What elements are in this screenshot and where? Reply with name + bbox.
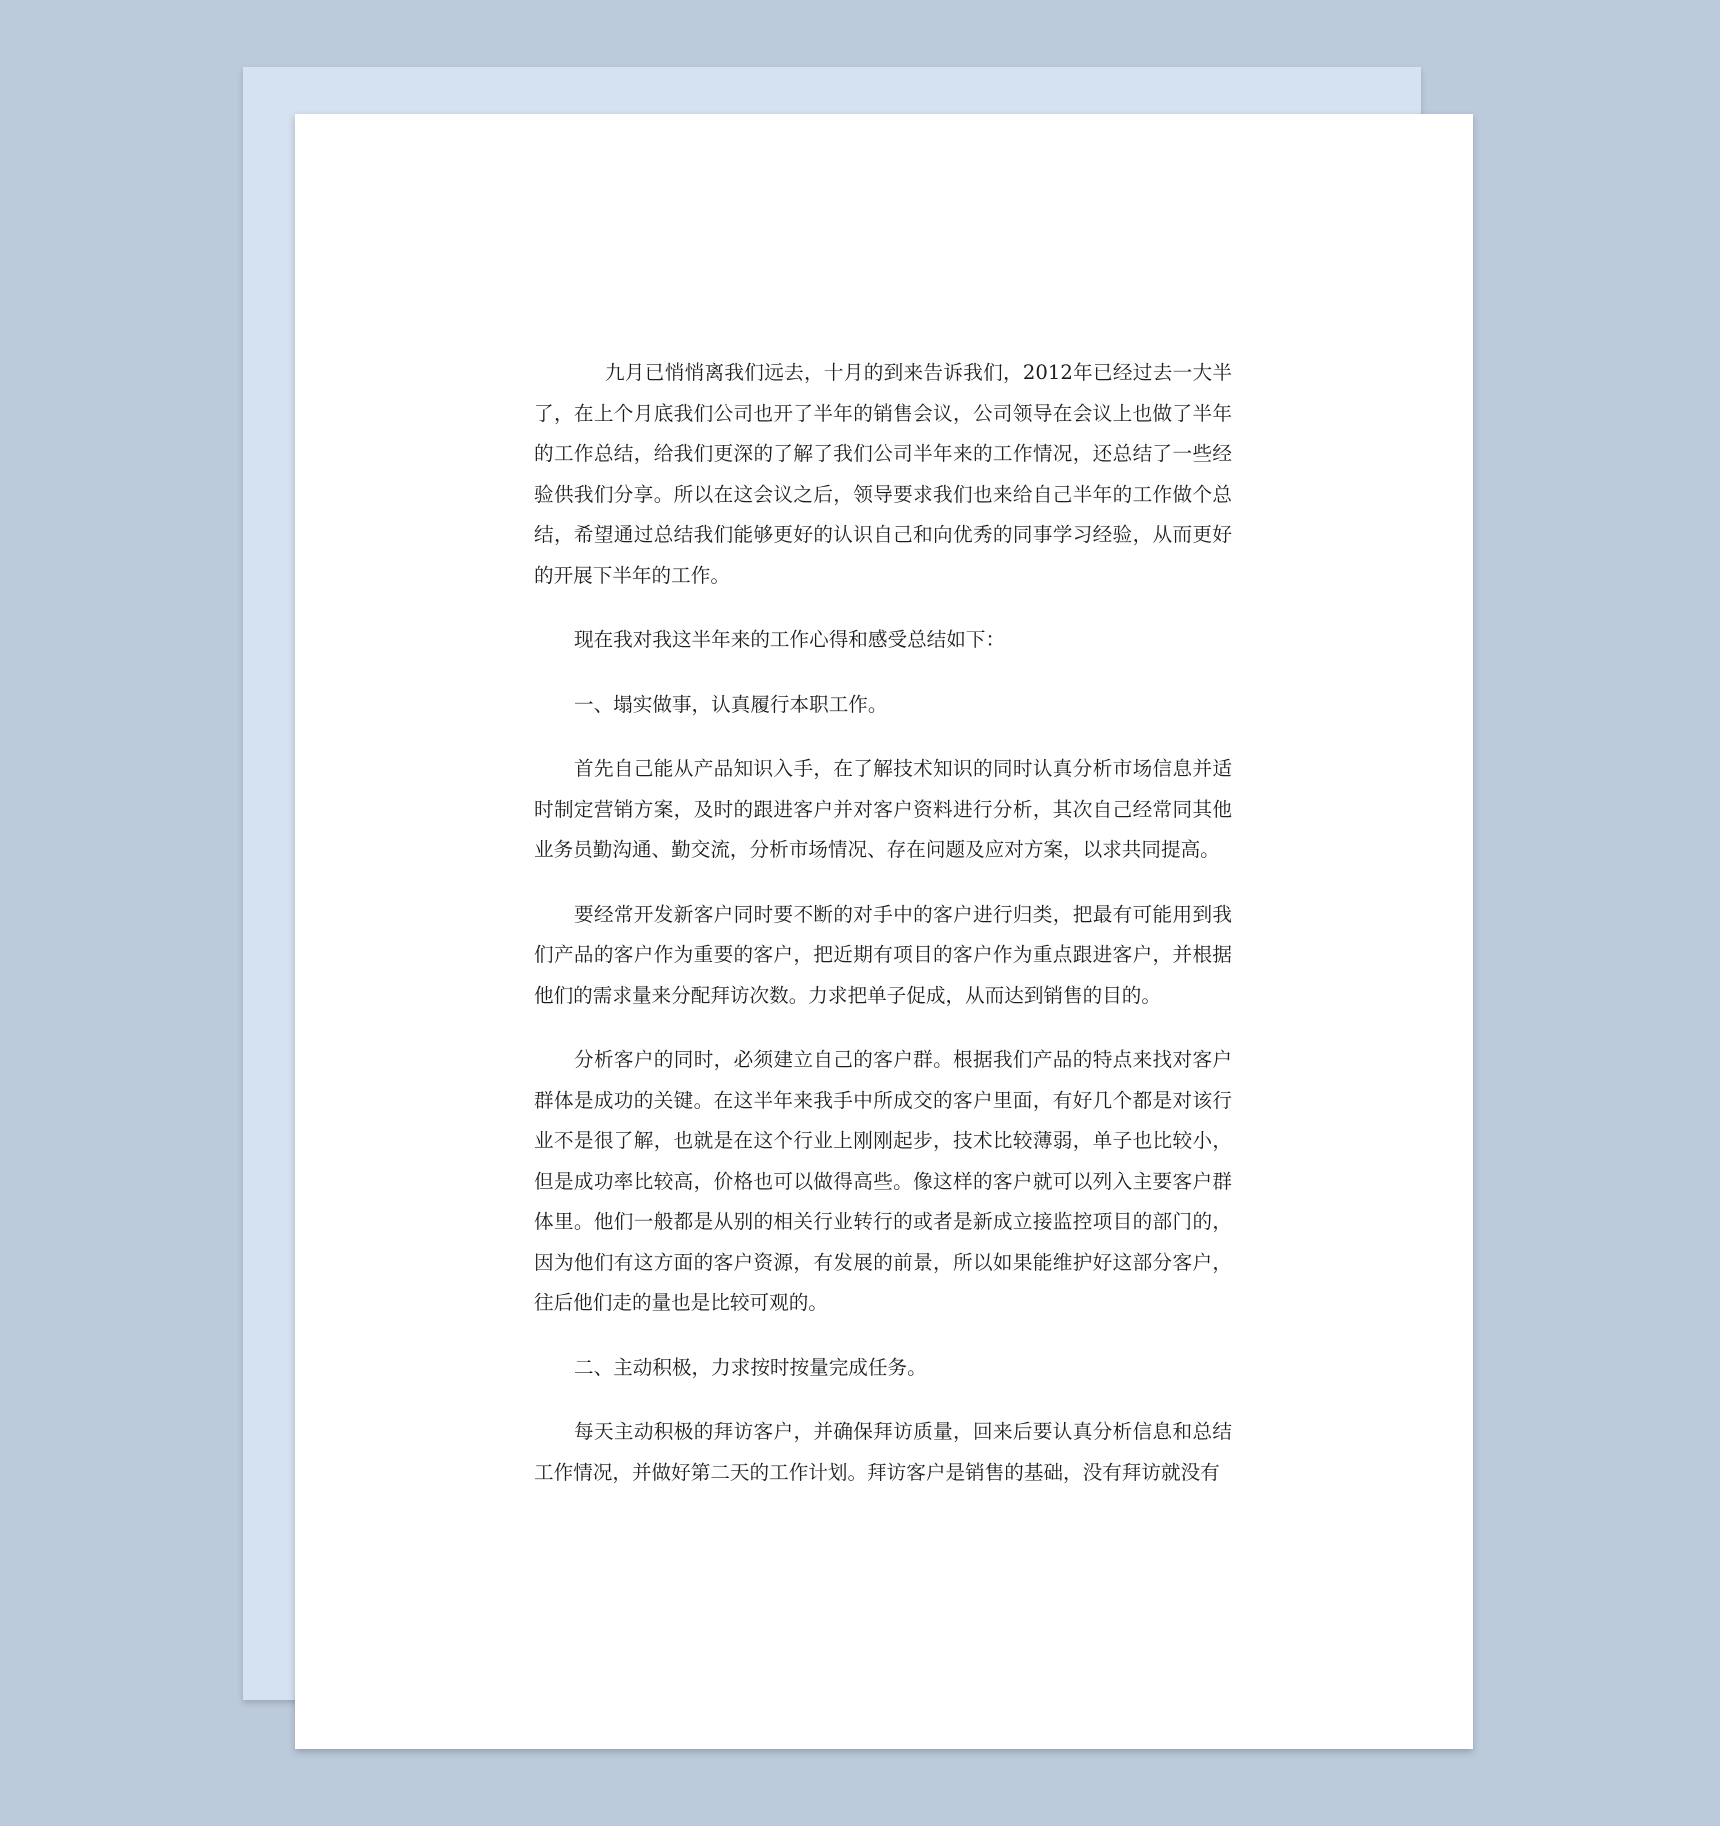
paragraph-client-group: 分析客户的同时，必须建立自己的客户群。根据我们产品的特点来找对客户群体是成功的关键。在这半年来我手中所成交的客户里面，有好几个都是对该行业不是很了解，也就是在这个行业上刚刚起步，技术比较薄弱，单子也比较小，但是成功率比较高，价格也可以做得高些。像这样的客户就可以列入主要客户群体里。他们一般都是从别的相关行业转行的或者是新成立接监控项目的部门的，因为他们有这方面的客户资源，有发展的前景，所以如果能维护好这部分客户，往后他们走的量也是比较可观的。 <box>534 1048 1232 1314</box>
section-heading-1: 一、塌实做事，认真履行本职工作。 <box>574 692 888 716</box>
paragraph-daily-visits: 每天主动积极的拜访客户，并确保拜访质量，回来后要认真分析信息和总结工作情况，并做好第二天的工作计划。拜访客户是销售的基础，没有拜访就没有 <box>534 1420 1232 1484</box>
paragraph-product-knowledge: 首先自己能从产品知识入手，在了解技术知识的同时认真分析市场信息并适时制定营销方案，及时的跟进客户并对客户资料进行分析，其次自己经常同其他业务员勤沟通、勤交流，分析市场情况、存在问题及应对方案，以求共同提高。 <box>534 757 1232 861</box>
document-body <box>534 353 1232 1517</box>
section-heading-2: 二、主动积极，力求按时按量完成任务。 <box>574 1355 927 1379</box>
paragraph-summary-lead: 现在我对我这半年来的工作心得和感受总结如下： <box>574 628 1006 651</box>
paragraph-client-classification: 要经常开发新客户同时要不断的对手中的客户进行归类，把最有可能用到我们产品的客户作为重要的客户，把近期有项目的客户作为重点跟进客户，并根据他们的需求量来分配拜访次数。力求把单子促成，从而达到销售的目的。 <box>534 902 1232 1007</box>
document-page <box>295 114 1473 1749</box>
paragraph-intro: 九月已悄悄离我们远去，十月的到来告诉我们，2012年已经过去一大半了，在上个月底我们公司也开了半年的销售会议，公司领导在会议上也做了半年的工作总结，给我们更深的了解了我们公司半年来的工作情况，还总结了一些经验供我们分享。所以在这会议之后，领导要求我们也来给自己半年的工作做个总结，希望通过总结我们能够更好的认识自己和向优秀的同事学习经验，从而更好的开展下半年的工作。 <box>534 361 1232 587</box>
